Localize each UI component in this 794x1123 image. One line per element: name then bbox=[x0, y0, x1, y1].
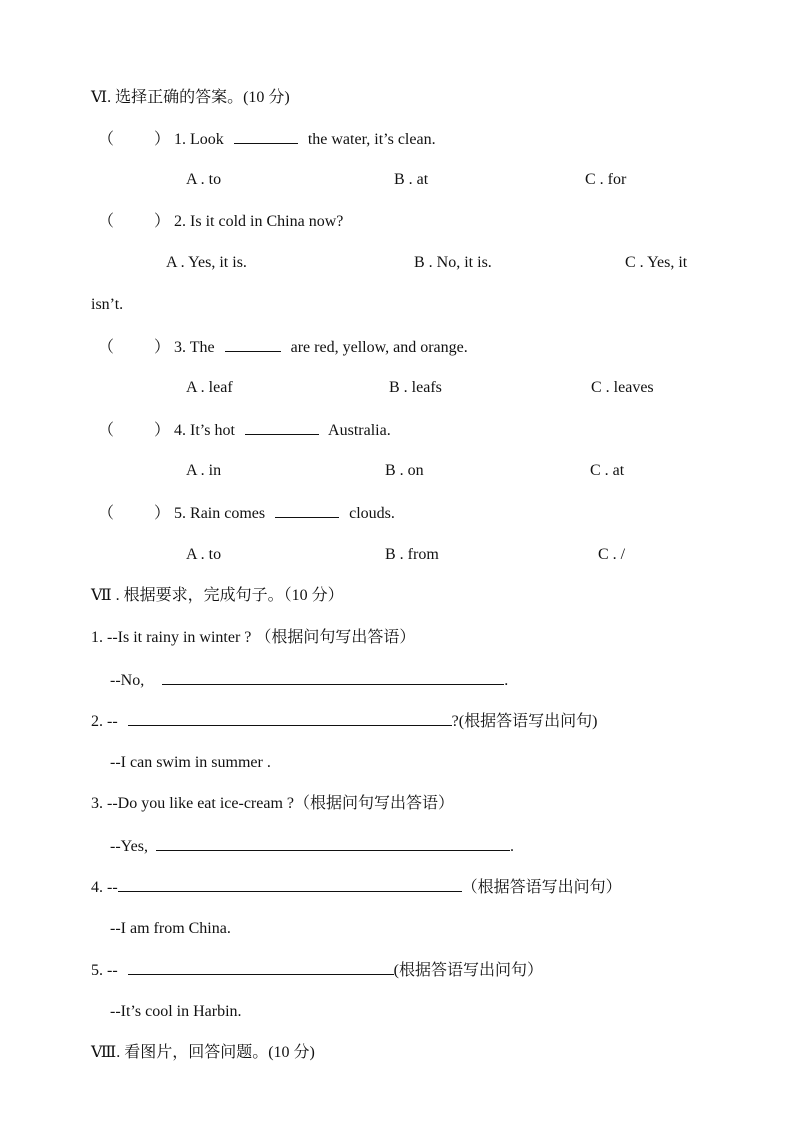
answer-blank[interactable] bbox=[128, 711, 452, 726]
option-b: B . on bbox=[385, 462, 424, 479]
question-text-post: Australia. bbox=[328, 422, 391, 439]
answer-paren-open: （ bbox=[98, 422, 115, 439]
item-5-answer: --It’s cool in Harbin. bbox=[110, 1003, 242, 1020]
option-c: C . Yes, it bbox=[625, 254, 688, 271]
answer-prefix: --Yes, bbox=[110, 838, 148, 855]
option-a: A . to bbox=[186, 171, 222, 188]
answer-blank[interactable] bbox=[156, 836, 510, 851]
question-prefix: 2. -- bbox=[91, 713, 118, 730]
option-b: B . No, it is. bbox=[414, 254, 492, 271]
answer-paren-open: （ bbox=[98, 339, 115, 356]
section-7-heading: Ⅶ . 根据要求，完成句子。（10 分） bbox=[91, 587, 344, 604]
question-text: 1. Look bbox=[174, 131, 224, 148]
option-a: A . in bbox=[186, 462, 222, 479]
question-text: 3. The bbox=[174, 339, 215, 356]
option-b: B . leafs bbox=[389, 379, 442, 396]
fill-blank[interactable] bbox=[234, 129, 298, 144]
question-1 bbox=[98, 129, 436, 150]
question-suffix: (根据答语写出问句） bbox=[393, 962, 543, 979]
answer-blank[interactable] bbox=[128, 960, 394, 975]
question-text: 2. Is it cold in China now? bbox=[174, 213, 344, 230]
item-3-answer-line bbox=[110, 836, 514, 857]
question-text-post: the water, it’s clean. bbox=[307, 131, 436, 148]
section-6-heading: Ⅵ. 选择正确的答案。(10 分) bbox=[91, 89, 290, 106]
option-b: B . at bbox=[394, 171, 429, 188]
item-1-answer-line bbox=[110, 670, 508, 691]
question-4 bbox=[98, 420, 391, 441]
answer-blank[interactable] bbox=[162, 670, 504, 685]
item-4-answer: --I am from China. bbox=[110, 920, 231, 937]
option-c: C . / bbox=[598, 546, 626, 563]
answer-paren-open: （ bbox=[98, 213, 115, 230]
item-5-question-line bbox=[91, 960, 543, 981]
answer-suffix: . bbox=[509, 838, 514, 855]
option-a: A . to bbox=[186, 546, 222, 563]
item-4-question-line bbox=[91, 877, 622, 898]
item-2-question-line bbox=[91, 711, 597, 732]
question-text-post: are red, yellow, and orange. bbox=[290, 339, 468, 356]
option-b: B . from bbox=[385, 546, 439, 563]
option-a: A . Yes, it is. bbox=[166, 254, 247, 271]
question-text: 5. Rain comes bbox=[174, 505, 266, 522]
item-1-prompt: 1. --Is it rainy in winter ? （根据问句写出答语） bbox=[91, 629, 416, 646]
answer-paren-close: ） bbox=[154, 422, 171, 439]
option-a: A . leaf bbox=[186, 379, 233, 396]
fill-blank[interactable] bbox=[245, 420, 319, 435]
item-3-prompt: 3. --Do you like eat ice-cream ?（根据问句写出答语） bbox=[91, 795, 455, 812]
fill-blank[interactable] bbox=[275, 503, 339, 518]
item-2-answer: --I can swim in summer . bbox=[110, 754, 271, 771]
answer-paren-close: ） bbox=[154, 505, 171, 522]
question-suffix: （根据答语写出问句） bbox=[461, 879, 622, 896]
question-text-post: clouds. bbox=[349, 505, 395, 522]
option-c: C . at bbox=[590, 462, 625, 479]
answer-paren-close: ） bbox=[154, 213, 171, 230]
question-text: 4. It’s hot bbox=[174, 422, 235, 439]
question-2 bbox=[98, 212, 343, 232]
section-8-heading: Ⅷ. 看图片，回答问题。(10 分) bbox=[91, 1044, 315, 1061]
question-suffix: ?(根据答语写出问句) bbox=[451, 713, 598, 730]
answer-blank[interactable] bbox=[118, 877, 462, 892]
answer-suffix: . bbox=[504, 672, 509, 689]
option-c: C . leaves bbox=[591, 379, 654, 396]
option-c-continuation: isn’t. bbox=[91, 296, 124, 313]
question-3 bbox=[98, 337, 468, 358]
option-c: C . for bbox=[585, 171, 627, 188]
answer-paren-close: ） bbox=[154, 339, 171, 356]
fill-blank[interactable] bbox=[225, 337, 281, 352]
answer-paren-close: ） bbox=[154, 131, 171, 148]
question-prefix: 4. -- bbox=[91, 879, 118, 896]
question-5 bbox=[98, 503, 395, 524]
answer-paren-open: （ bbox=[98, 131, 115, 148]
question-prefix: 5. -- bbox=[91, 962, 118, 979]
answer-prefix: --No, bbox=[110, 672, 145, 689]
answer-paren-open: （ bbox=[98, 505, 115, 522]
